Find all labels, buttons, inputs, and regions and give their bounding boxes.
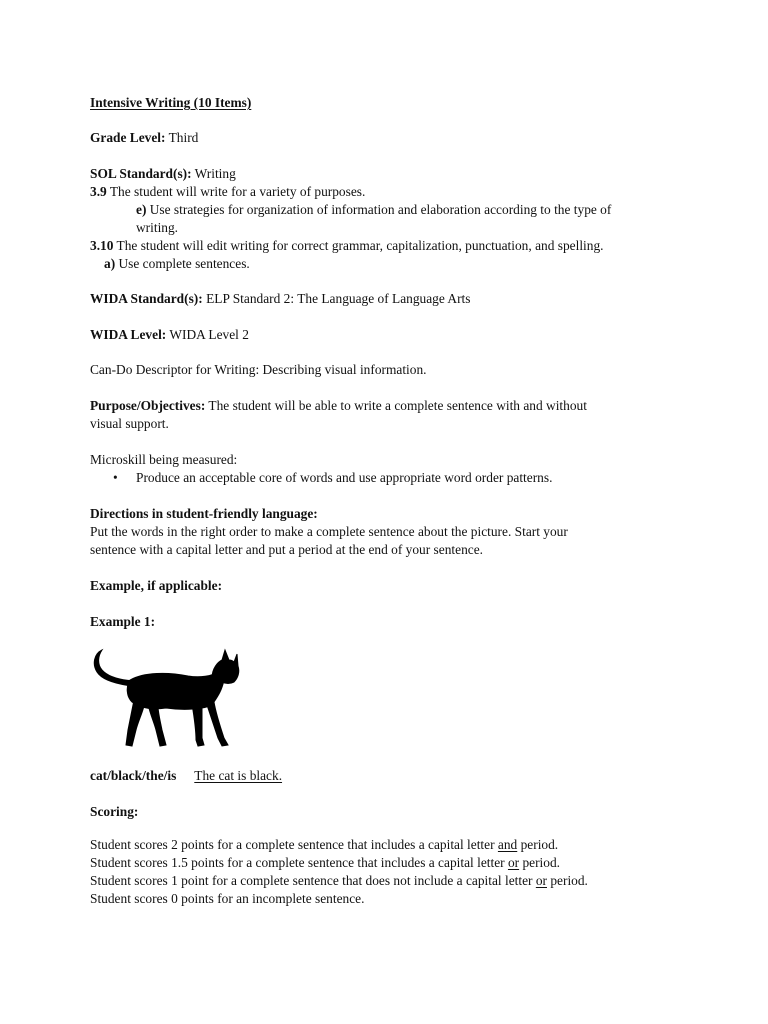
sol-standard <box>90 165 236 182</box>
example-1-answer: The cat is black. <box>194 768 283 783</box>
directions-text-1: Put the words in the right order to make a complete sentence about the picture. Start your <box>90 524 568 539</box>
scoring-line-2 <box>90 854 560 871</box>
sol-3-9-number: 3.9 <box>90 184 107 199</box>
sol-3-10 <box>90 237 604 254</box>
scoring-line-2-text: Student scores 1.5 points for a complete sentence that includes a capital letter <box>90 855 508 870</box>
wida-standard <box>90 290 470 307</box>
microskill-label: Microskill being measured: <box>90 452 238 467</box>
scoring-line-3 <box>90 872 588 889</box>
example-1-row <box>90 767 282 784</box>
black-cat-image <box>88 644 240 752</box>
sol-3-9 <box>90 183 365 200</box>
purpose-text: The student will be able to write a complete sentence with and without <box>205 398 587 413</box>
purpose-continued: visual support. <box>90 416 169 431</box>
can-do-descriptor: Can-Do Descriptor for Writing: Describing visual information. <box>90 362 427 377</box>
sol-3-9-text: The student will write for a variety of purposes. <box>106 184 366 199</box>
scoring-line-1-emphasis: and <box>497 837 518 852</box>
scoring-line-2-emphasis: or <box>507 855 520 870</box>
sol-standard-label: SOL Standard(s): <box>90 166 192 181</box>
directions-label: Directions in student-friendly language: <box>90 506 318 521</box>
example-1-prompt: cat/black/the/is <box>90 768 177 783</box>
wida-level-value: WIDA Level 2 <box>166 327 249 342</box>
scoring-line-2-end: period. <box>519 855 561 870</box>
wida-standard-value: ELP Standard 2: The Language of Language Arts <box>202 291 471 306</box>
sol-standard-value: Writing <box>191 166 236 181</box>
purpose-label: Purpose/Objectives: <box>90 398 206 413</box>
wida-standard-label: WIDA Standard(s): <box>90 291 203 306</box>
grade-level-label: Grade Level: <box>90 130 166 145</box>
scoring-label: Scoring: <box>90 804 139 819</box>
scoring-line-3-text: Student scores 1 point for a complete sentence that does not include a capital letter <box>90 873 536 888</box>
sol-3-9-e <box>136 201 611 218</box>
directions-text-2: sentence with a capital letter and put a period at the end of your sentence. <box>90 542 484 557</box>
example-1-label: Example 1: <box>90 614 156 629</box>
sol-3-10-number: 3.10 <box>90 238 114 253</box>
sol-3-9-e-text: Use strategies for organization of information and elaboration according to the type of <box>146 202 612 217</box>
wida-level-label: WIDA Level: <box>90 327 167 342</box>
microskill-bullet-item: Produce an acceptable core of words and use appropriate word order patterns. <box>136 470 553 485</box>
scoring-line-1-text: Student scores 2 points for a complete sentence that includes a capital letter <box>90 837 498 852</box>
scoring-line-3-emphasis: or <box>535 873 547 888</box>
wida-level <box>90 326 249 343</box>
sol-3-10-a-label: a) <box>104 256 116 271</box>
grade-level <box>90 129 198 146</box>
grade-level-value: Third <box>165 130 199 145</box>
example-label: Example, if applicable: <box>90 578 223 593</box>
scoring-line-4: Student scores 0 points for an incomplete sentence. <box>90 891 365 906</box>
scoring-line-1 <box>90 836 558 853</box>
sol-3-10-text: The student will edit writing for correct grammar, capitalization, punctuation, and spelling. <box>113 238 604 253</box>
sol-3-9-e-continued: writing. <box>136 220 179 235</box>
sol-3-10-a-text: Use complete sentences. <box>115 256 250 271</box>
sol-3-9-e-label: e) <box>136 202 147 217</box>
bullet-icon: • <box>113 470 118 485</box>
scoring-line-3-end: period. <box>547 873 588 888</box>
sol-3-10-a <box>104 255 250 272</box>
document-title: Intensive Writing (10 Items) <box>90 95 252 110</box>
scoring-line-1-end: period. <box>517 837 559 852</box>
purpose-objectives <box>90 397 587 414</box>
